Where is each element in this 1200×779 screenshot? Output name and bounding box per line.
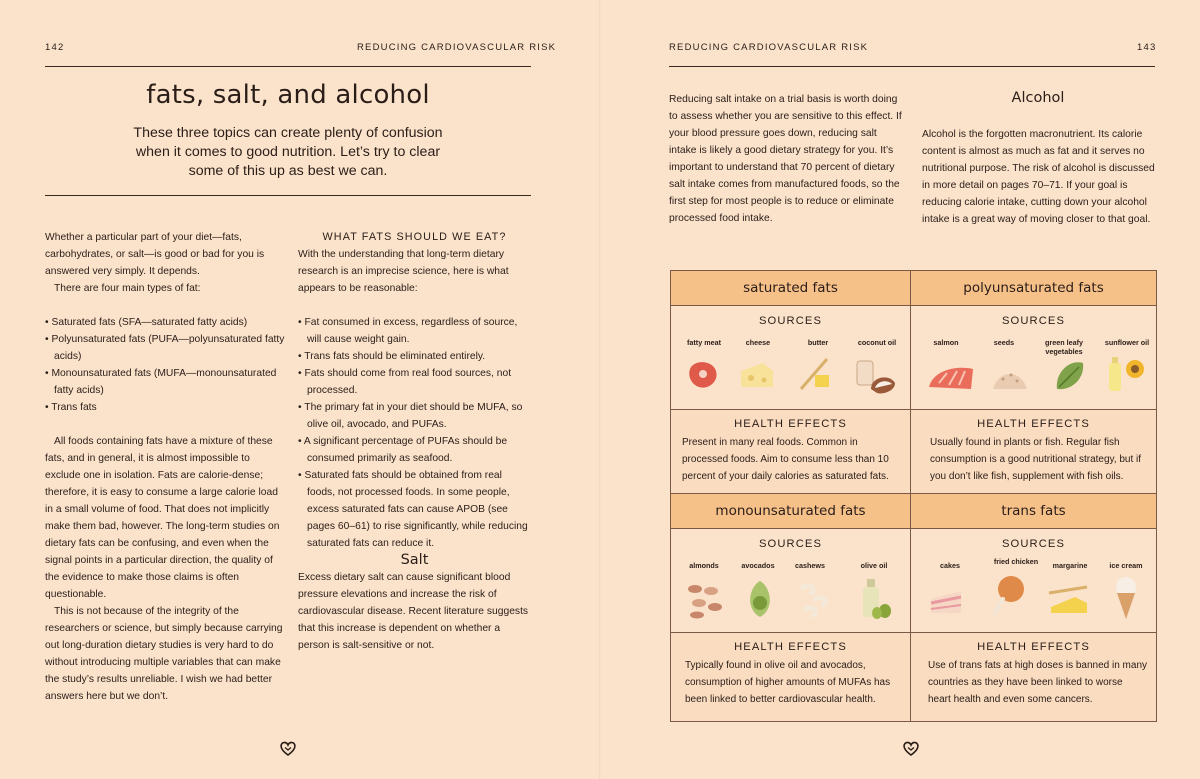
food-label: fatty meat [687, 338, 721, 347]
food-label: margarine [1052, 561, 1088, 570]
food-label: cashews [795, 561, 825, 570]
alcohol-column [922, 126, 1158, 228]
sources-label: SOURCES [1001, 538, 1066, 550]
polyunsaturated-effects-text: Usually found in plants or fish. Regular fish consumption is a good nutritional strategy, but if you don’t like fish, supplement with fish oils. [930, 437, 1142, 482]
fat-type-item: • Trans fats [45, 399, 285, 416]
fat-types-intro: There are four main types of fat: [54, 283, 201, 294]
page-number-left: 142 [45, 42, 65, 53]
salmon-icon [925, 361, 977, 393]
coconut-oil-icon [853, 355, 899, 395]
food-label: almonds [689, 561, 719, 570]
saturated-effects-text: Present in many real foods. Common in processed foods. Aim to consume less than 10 percent of your daily calories as saturated fats. [682, 437, 889, 482]
sources-label: SOURCES [758, 538, 823, 550]
header-rule-left [45, 66, 531, 67]
sunflower-oil-icon [1105, 351, 1149, 393]
food-label: green leafy vegetables [1045, 338, 1083, 356]
food-label: butter [807, 338, 829, 347]
food-label: coconut oil [857, 338, 897, 347]
salt-paragraph: Excess dietary salt can cause significant blood pressure elevations and increase the risk of cardiovascular disease. Recent literature suggests that this increase is dependent on whether a person is salt-sensitive or not. [298, 572, 529, 651]
food-label: fried chicken [993, 557, 1039, 566]
monounsaturated-effects-text: Typically found in olive oil and avocados, consumption of higher amounts of MUFAs has been linked to better cardiovascular health. [685, 660, 891, 705]
cashews-icon [797, 581, 833, 619]
food-label: cheese [745, 338, 771, 347]
fat-guideline: • The primary fat in your diet should be MUFA, so olive oil, avocado, and PUFAs. [298, 399, 531, 433]
salt-continued-paragraph: Reducing salt intake on a trial basis is worth doing to assess whether you are sensitive to this effect. If your blood pressure goes down, reducing salt intake is likely a good dietary strategy for you. It’s important to understand that 70 percent of dietary salt intake comes from manufactured foods, so the first step for most people is to reduce or eliminate processed food intake. [669, 94, 902, 224]
food-label: seeds [993, 338, 1015, 347]
health-effects-label: HEALTH EFFECTS [977, 641, 1090, 653]
butter-icon [797, 355, 835, 393]
fat-type-item: • Saturated fats (SFA—saturated fatty acids) [45, 314, 285, 331]
food-label: salmon [933, 338, 959, 347]
ice-cream-icon [1111, 575, 1141, 621]
health-effects-label: HEALTH EFFECTS [734, 418, 847, 430]
saturated-fats-header: saturated fats [671, 271, 910, 306]
intro-paragraph: Whether a particular part of your diet—fats, carbohydrates, or salt—is good or bad for you is answered very simply. It depends. [45, 232, 265, 277]
running-head-right: REDUCING CARDIOVASCULAR RISK [669, 42, 869, 53]
header-rule-right [669, 66, 1155, 67]
body-paragraph: All foods containing fats have a mixture of these fats, and in general, it is almost impossible to exclude one in isolation. Fats are calorie-dense; therefore, it is easy to consume a large calorie load in a small volume of food. That does not implicitly make them bad, however. The long-term studies on dietary fats can be confusing, and even when the signal points in a particular direction, the quality of the evidence to make those claims is often questionable. [45, 436, 280, 600]
section-heading-alcohol: Alcohol [1011, 90, 1065, 106]
book-gutter [599, 0, 601, 779]
cheese-icon [737, 357, 777, 391]
cake-icon [927, 581, 967, 617]
subtitle-rule [45, 195, 531, 196]
fats-intro: With the understanding that long-term dietary research is an imprecise science, here is what appears to be reasonable: [298, 249, 509, 294]
page-number-right: 143 [1137, 42, 1157, 53]
green-leafy-vegetables-icon [1051, 357, 1087, 393]
right-column [298, 229, 531, 654]
running-head-left: REDUCING CARDIOVASCULAR RISK [357, 42, 557, 53]
health-effects-label: HEALTH EFFECTS [734, 641, 847, 653]
seeds-icon [989, 357, 1031, 393]
avocado-icon [743, 579, 777, 619]
food-label: cakes [940, 561, 960, 570]
fat-type-item: • Polyunsaturated fats (PUFA—polyunsaturated fatty acids) [45, 331, 285, 365]
fat-guideline: • A significant percentage of PUFAs should be consumed primarily as seafood. [298, 433, 531, 467]
food-label: avocados [741, 561, 775, 570]
polyunsaturated-fats-header: polyunsaturated fats [911, 271, 1156, 306]
trans-fats-header: trans fats [911, 493, 1156, 529]
food-label: olive oil [860, 561, 888, 570]
fat-guideline: • Fats should come from real food sources, not processed. [298, 365, 531, 399]
section-heading-salt: Salt [400, 552, 429, 568]
sources-label: SOURCES [1001, 315, 1066, 327]
trans-effects-text: Use of trans fats at high doses is banned in many countries as they have been linked to worse heart health and even some cancers. [928, 660, 1148, 705]
sources-label: SOURCES [758, 315, 823, 327]
fat-guideline: • Fat consumed in excess, regardless of source, will cause weight gain. [298, 314, 531, 348]
heart-icon [278, 738, 298, 758]
margarine-icon [1045, 583, 1091, 617]
fat-guideline: • Trans fats should be eliminated entirely. [298, 348, 531, 365]
page-title: fats, salt, and alcohol [146, 80, 430, 110]
fatty-meat-icon [685, 357, 721, 393]
fat-types-table [670, 270, 1157, 722]
alcohol-paragraph: Alcohol is the forgotten macronutrient. Its calorie content is almost as much as fat and it serves no nutritional purpose. The risk of alcohol is discussed in more detail on pages 70–71. If your goal is reducing calorie intake, cutting down your alcohol intake is a great way of moving closer to that goal. [922, 129, 1155, 225]
olive-oil-icon [857, 573, 897, 621]
fried-chicken-icon [989, 573, 1027, 619]
heart-icon [901, 738, 921, 758]
fat-type-item: • Monounsaturated fats (MUFA—monounsaturated fatty acids) [45, 365, 285, 399]
section-heading-fats: WHAT FATS SHOULD WE EAT? [322, 231, 507, 243]
almonds-icon [683, 579, 727, 619]
body-paragraph: This is not because of the integrity of the researchers or science, but simply because carrying out long-duration dietary studies is very hard to do without introducing multiple variables that can make the study’s results unreliable. I wish we had better answers here but we don’t. [45, 606, 283, 702]
left-column [45, 229, 285, 705]
salt-continued-column [669, 91, 907, 227]
health-effects-label: HEALTH EFFECTS [977, 418, 1090, 430]
page-subtitle: These three topics can create plenty of confusion when it comes to good nutrition. Let’s try to clear some of this up as best we can. [133, 125, 443, 179]
food-label: ice cream [1109, 561, 1143, 570]
monounsaturated-fats-header: monounsaturated fats [671, 493, 910, 529]
food-label: sunflower oil [1104, 338, 1150, 347]
fat-guideline: • Saturated fats should be obtained from real foods, not processed foods. In some people, excess saturated fats can cause APOB (see pages 60–61) to rise significantly, while reducing saturated fats can reduce it. [298, 467, 531, 552]
